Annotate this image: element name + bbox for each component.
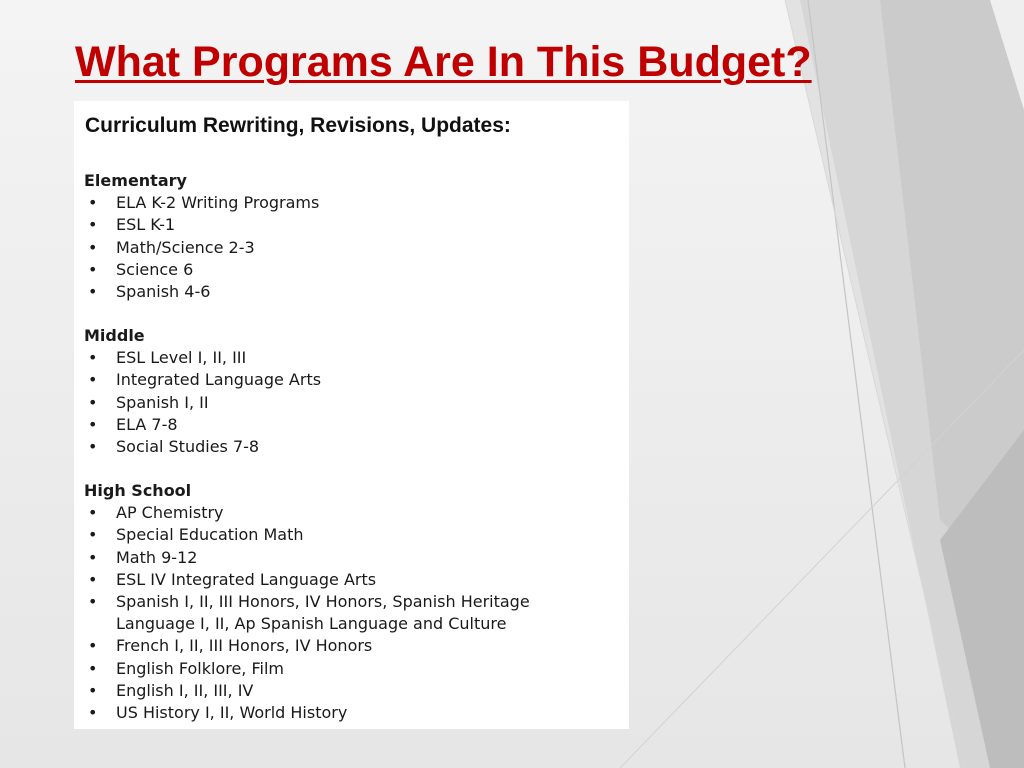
programs-content-box [74, 101, 629, 729]
slide-title: What Programs Are In This Budget? [75, 38, 812, 86]
list-item: • AP Chemistry [84, 502, 530, 524]
list-item: • French I, II, III Honors, IV Honors [84, 635, 530, 657]
list-item: • ESL K-1 [84, 214, 319, 236]
list-item-continuation: Language I, II, Ap Spanish Language and Culture [116, 614, 507, 634]
high-school-program-list [84, 502, 530, 724]
elementary-program-list [84, 192, 319, 303]
list-item: • ELA K-2 Writing Programs [84, 192, 319, 214]
list-item: • ESL Level I, II, III [84, 347, 321, 369]
section-heading-high-school: High School [84, 481, 192, 500]
list-item: • ELA 7-8 [84, 414, 321, 436]
section-elementary [84, 170, 319, 303]
list-item: • Math 9-12 [84, 547, 530, 569]
section-high-school [84, 480, 530, 724]
list-item: • ESL IV Integrated Language Arts [84, 569, 530, 591]
list-item: • Math/Science 2-3 [84, 237, 319, 259]
list-item: • Social Studies 7-8 [84, 436, 321, 458]
section-heading-middle: Middle [84, 326, 145, 345]
list-item: • Spanish 4-6 [84, 281, 319, 303]
list-item: • Science 6 [84, 259, 319, 281]
section-heading-elementary: Elementary [84, 171, 187, 190]
list-item: • English Folklore, Film [84, 658, 530, 680]
list-item: • US History I, II, World History [84, 702, 530, 724]
list-item: • English I, II, III, IV [84, 680, 530, 702]
list-item: • Spanish I, II [84, 392, 321, 414]
section-middle [84, 325, 321, 458]
list-item: • Special Education Math [84, 524, 530, 546]
list-item: • Spanish I, II, III Honors, IV Honors, Spanish Heritage [84, 591, 530, 613]
middle-program-list [84, 347, 321, 458]
box-heading: Curriculum Rewriting, Revisions, Updates: [85, 114, 511, 137]
list-item: • Integrated Language Arts [84, 369, 321, 391]
